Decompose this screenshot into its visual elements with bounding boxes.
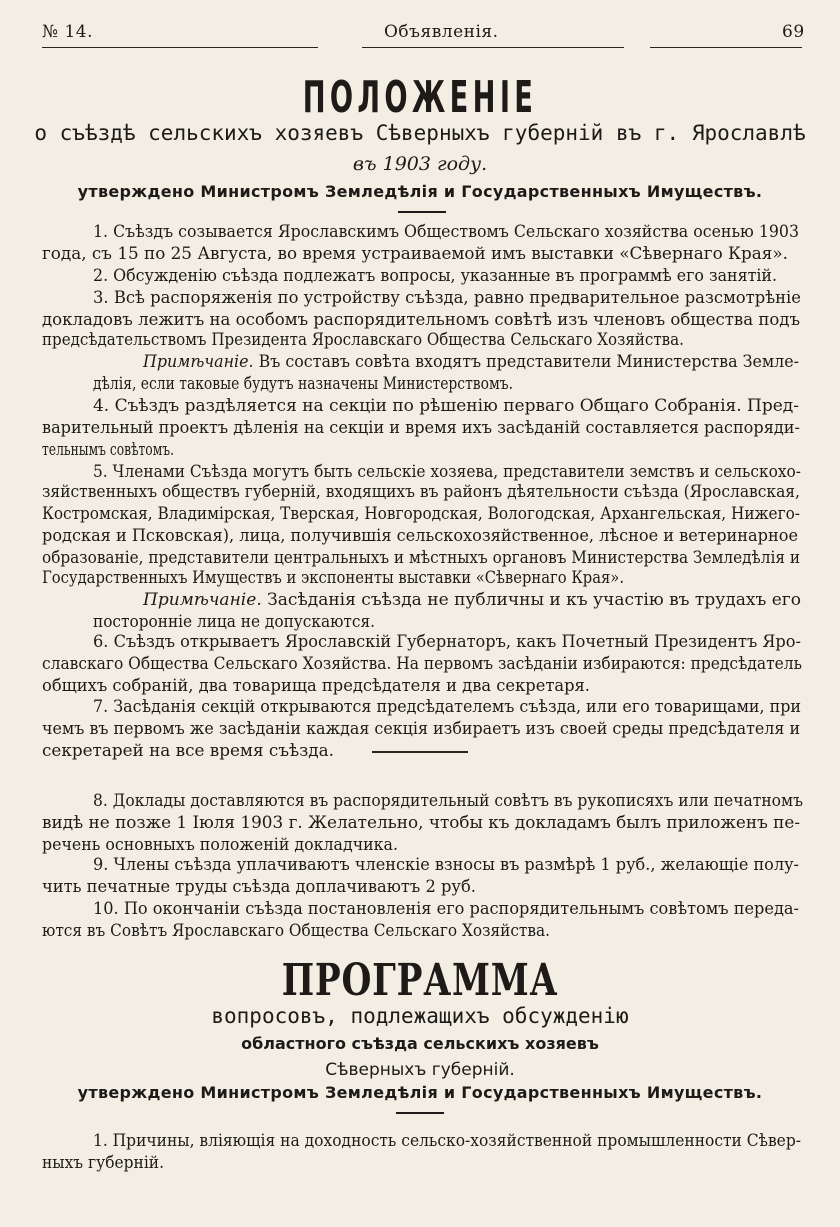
issue-number: № 14. xyxy=(42,22,94,42)
text-line: 7. Засѣданія секцій открываются предсѣдателемъ съѣзда, или его товарищами, при xyxy=(93,697,802,716)
text-line: ныхъ губерній. xyxy=(42,1153,164,1172)
text-line: 3. Всѣ распоряженія по устройству съѣзда, равно предварительное разсмотрѣніе xyxy=(93,288,801,307)
header-rule-left xyxy=(42,47,318,48)
text-line: 9. Члены съѣзда уплачиваютъ членскіе взносы въ размѣрѣ 1 руб., желающіе полу- xyxy=(93,855,799,874)
text-line: 8. Доклады доставляются въ распорядительный совѣтъ въ рукописяхъ или печатномъ xyxy=(93,791,803,810)
program-line-provinces: Сѣверныхъ губерній. xyxy=(325,1060,515,1080)
program-divider xyxy=(396,1112,444,1114)
note-line: Примѣчаніе. Въ составъ совѣта входятъ представители Министерства Земле- xyxy=(143,352,799,371)
text-line: тельнымъ совѣтомъ. xyxy=(42,440,174,459)
document-subtitle: о съѣздѣ сельскихъ хозяевъ Сѣверныхъ губерній въ г. Ярославлѣ xyxy=(34,121,806,145)
text-line: образованіе, представители центральныхъ и мѣстныхъ органовъ Министерства Земледѣлія и xyxy=(42,548,801,567)
note-line: Примѣчаніе. Засѣданія съѣзда не публичны и къ участію въ трудахъ его xyxy=(143,590,801,609)
text-line: чить печатные труды съѣзда доплачиваютъ 2 руб. xyxy=(42,877,476,896)
text-line: Костромская, Владимірская, Тверская, Новгородская, Вологодская, Архангельская, Нижего- xyxy=(42,504,800,523)
text-line: предсѣдательствомъ Президента Ярославскаго Общества Сельскаго Хозяйства. xyxy=(42,330,684,349)
text-line: родская и Псковская), лица, получившія сельскохозяйственное, лѣсное и ветеринарное xyxy=(42,526,798,545)
approval-line: утверждено Министромъ Земледѣлія и Государственныхъ Имуществъ. xyxy=(77,182,763,201)
section-title: Объявленія. xyxy=(384,22,499,42)
text-line: дѣлія, если таковые будутъ назначены Министерствомъ. xyxy=(93,374,513,393)
document-title: ПОЛОЖЕНІЕ xyxy=(302,72,538,123)
text-line: 6. Съѣздъ открываетъ Ярославскій Губернаторъ, какъ Почетный Президентъ Яро- xyxy=(93,632,801,651)
text-line: зяйственныхъ обществъ губерній, входящихъ въ районъ дѣятельности съѣзда (Ярославская, xyxy=(42,482,800,501)
text-line: посторонніе лица не допускаются. xyxy=(93,612,376,631)
text-line: Государственныхъ Имуществъ и экспоненты выставки «Сѣвернаго Края». xyxy=(42,568,625,587)
text-line: речень основныхъ положеній докладчика. xyxy=(42,835,399,854)
program-line-regional: областного съѣзда сельскихъ хозяевъ xyxy=(241,1034,599,1053)
text-line: 1. Причины, вліяющія на доходность сельско-хозяйственной промышленности Сѣвер- xyxy=(93,1131,801,1150)
year-line: въ 1903 году. xyxy=(352,153,488,175)
section-divider xyxy=(372,751,468,753)
text-line: варительный проектъ дѣленія на секціи и время ихъ засѣданій составляется распоряди- xyxy=(42,418,800,437)
text-line: общихъ собраній, два товарища предсѣдателя и два секретаря. xyxy=(42,676,590,695)
text-line: 2. Обсужденію съѣзда подлежатъ вопросы, указанные въ программѣ его занятій. xyxy=(93,266,778,285)
text-line: 5. Членами Съѣзда могутъ быть сельскіе хозяева, представители земствъ и сельскохо- xyxy=(93,462,801,481)
program-subtitle: вопросовъ, подлежащихъ обсужденію xyxy=(211,1004,629,1028)
text-line: 4. Съѣздъ раздѣляется на секціи по рѣшенію перваго Общаго Собранія. Пред- xyxy=(93,396,800,415)
text-line: 1. Съѣздъ созывается Ярославскимъ Обществомъ Сельскаго хозяйства осенью 1903 xyxy=(93,222,800,241)
text-line: ются въ Совѣтъ Ярославскаго Общества Сельскаго Хозяйства. xyxy=(42,921,551,940)
header-rule-right xyxy=(650,47,802,48)
program-approval-line: утверждено Министромъ Земледѣлія и Государственныхъ Имуществъ. xyxy=(77,1083,763,1102)
text-line: видѣ не позже 1 Іюля 1903 г. Желательно, чтобы къ докладамъ былъ приложенъ пе- xyxy=(42,813,801,832)
text-line: докладовъ лежитъ на особомъ распорядительномъ совѣтѣ изъ членовъ общества подъ xyxy=(42,310,801,329)
title-divider xyxy=(398,211,446,213)
text-line: славскаго Общества Сельскаго Хозяйства. На первомъ засѣданіи избираются: предсѣдатель xyxy=(42,654,803,673)
program-title: ПРОГРАММА xyxy=(281,955,559,1006)
text-line: 10. По окончаніи съѣзда постановленія его распорядительнымъ совѣтомъ переда- xyxy=(93,899,799,918)
text-line: чемъ въ первомъ же засѣданіи каждая секція избираетъ изъ своей среды предсѣдателя и xyxy=(42,719,801,738)
header-rule-middle xyxy=(362,47,624,48)
text-line: года, съ 15 по 25 Августа, во время устраиваемой имъ выставки «Сѣвернаго Края». xyxy=(42,244,788,263)
text-line: секретарей на все время съѣзда. xyxy=(42,741,335,760)
page-number: 69 xyxy=(782,22,805,42)
